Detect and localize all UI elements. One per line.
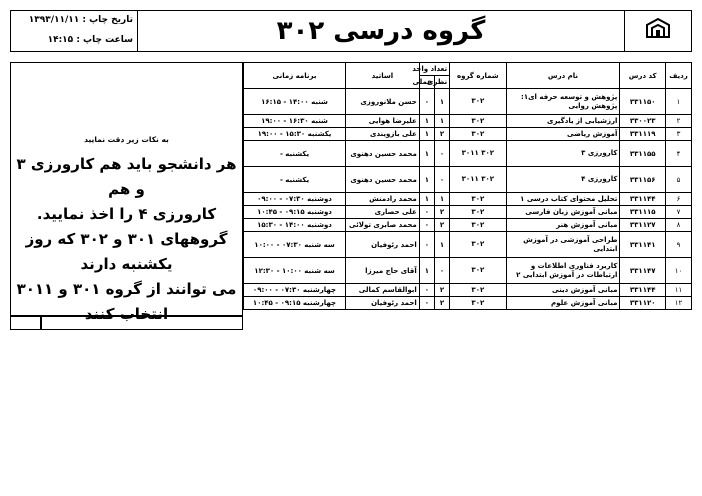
cell-row-number: ۱۲ <box>665 297 691 310</box>
table-row <box>244 219 692 232</box>
print-info-box <box>11 11 138 51</box>
notice-panel <box>10 62 243 323</box>
cell-row-number: ۲ <box>665 115 691 128</box>
cell-schedule: شنبه ۱۶:۳۰ - ۱۹:۰۰ <box>244 115 346 128</box>
cell-teacher: محمد حسین دهنوی <box>346 167 420 193</box>
cell-course-name: پژوهش و توسعه حرفه ای۱: پژوهش روایی <box>506 89 620 115</box>
cell-practical-units: ۱ <box>419 167 434 193</box>
cell-theory-units: ۲ <box>434 219 449 232</box>
header-course-name: نام درس <box>506 63 620 89</box>
cell-theory-units: ۰ <box>434 167 449 193</box>
cell-theory-units: ۰ <box>434 141 449 167</box>
cell-teacher: آقای حاج میرزا <box>346 258 420 284</box>
logo-box <box>624 11 691 51</box>
cell-course-code: ۳۳۱۱۱۵ <box>620 206 666 219</box>
header-course-code: کد درس <box>620 63 666 89</box>
cell-schedule: سه شنبه ۱۰:۰۰ - ۱۲:۳۰ <box>244 258 346 284</box>
cell-teacher: حسن ملانوروزی <box>346 89 420 115</box>
cell-practical-units: ۱ <box>419 128 434 141</box>
cell-theory-units: ۰ <box>434 258 449 284</box>
cell-group-number: ۳۰۲ <box>450 297 506 310</box>
cell-course-code: ۳۳۱۱۴۱ <box>620 232 666 258</box>
cell-schedule: دوشنبه ۰۷:۳۰ - ۰۹:۰۰ <box>244 193 346 206</box>
header-schedule: برنامه زمانی <box>244 63 346 89</box>
cell-course-name: مبانی آموزش زبان فارسی <box>506 206 620 219</box>
cell-teacher: ابوالقاسم کمالی <box>346 284 420 297</box>
cell-course-name: ارزشیابی از یادگیری <box>506 115 620 128</box>
header-practical: عملی <box>419 76 434 89</box>
cell-theory-units: ۱ <box>434 89 449 115</box>
cell-course-code: ۳۳۱۱۴۴ <box>620 284 666 297</box>
notice-line: هر دانشجو باید هم کارورزی ۳ و هم <box>16 155 237 198</box>
cell-group-number: ۳۰۲ <box>450 193 506 206</box>
cell-teacher: علی حصاری <box>346 206 420 219</box>
cell-schedule: چهارشنبه ۰۹:۱۵ - ۱۰:۴۵ <box>244 297 346 310</box>
cell-course-code: ۳۳۱۱۴۷ <box>620 258 666 284</box>
table-row <box>244 297 692 310</box>
cell-group-number: ۳۰۲ <box>450 258 506 284</box>
cell-theory-units: ۱ <box>434 232 449 258</box>
cell-course-code: ۳۳۱۱۲۰ <box>620 297 666 310</box>
table-row <box>244 193 692 206</box>
cell-row-number: ۱۱ <box>665 284 691 297</box>
table-row <box>244 167 692 193</box>
cell-schedule: شنبه ۱۴:۰۰ - ۱۶:۱۵ <box>244 89 346 115</box>
cell-group-number: ۳۰۲ <box>450 128 506 141</box>
cell-theory-units: ۲ <box>434 206 449 219</box>
university-logo-icon <box>643 17 673 41</box>
table-row <box>244 284 692 297</box>
cell-schedule: یکشنبه - <box>244 141 346 167</box>
table-row <box>244 258 692 284</box>
header-units: تعداد واحد <box>419 63 449 76</box>
footer-row <box>10 316 692 330</box>
cell-practical-units: ۰ <box>419 284 434 297</box>
cell-group-number: ۳۰۲ ۳۰۱۱ <box>450 167 506 193</box>
cell-practical-units: ۰ <box>419 206 434 219</box>
cell-group-number: ۳۰۲ <box>450 232 506 258</box>
cell-course-code: ۳۳۱۱۵۶ <box>620 167 666 193</box>
table-row <box>244 89 692 115</box>
cell-course-code: ۳۳۱۱۴۴ <box>620 193 666 206</box>
cell-schedule: یکشنبه ۱۵:۳۰ - ۱۹:۰۰ <box>244 128 346 141</box>
cell-course-code: ۳۳۱۱۱۹ <box>620 128 666 141</box>
cell-course-code: ۳۳۱۱۲۷ <box>620 219 666 232</box>
cell-practical-units: ۱ <box>419 193 434 206</box>
print-date-label: تاریخ چاپ : <box>82 15 133 25</box>
table-row <box>244 206 692 219</box>
cell-schedule: چهارشنبه ۰۷:۳۰ - ۰۹:۰۰ <box>244 284 346 297</box>
notice-intro: به نکات زیر دقت نمایید <box>84 135 169 144</box>
notice-line: کارورزی ۴ را اخذ نمایید. <box>36 205 217 223</box>
cell-row-number: ۶ <box>665 193 691 206</box>
cell-course-code: ۳۳۱۱۵۰ <box>620 89 666 115</box>
cell-course-name: آموزش ریاضی <box>506 128 620 141</box>
cell-group-number: ۳۰۲ ۳۰۱۱ <box>450 141 506 167</box>
cell-teacher: محمد حسین دهنوی <box>346 141 420 167</box>
cell-schedule: دوشنبه ۰۹:۱۵ - ۱۰:۴۵ <box>244 206 346 219</box>
notice-body <box>11 152 242 327</box>
footer-cell <box>10 316 41 330</box>
cell-row-number: ۷ <box>665 206 691 219</box>
cell-row-number: ۸ <box>665 219 691 232</box>
header-group-number: شماره گروه <box>450 63 506 89</box>
cell-teacher: محمد رادمنش <box>346 193 420 206</box>
cell-theory-units: ۲ <box>434 297 449 310</box>
print-time-label: ساعت چاپ : <box>76 35 133 45</box>
cell-practical-units: ۱ <box>419 141 434 167</box>
cell-teacher: علیرضا هوایی <box>346 115 420 128</box>
print-date: ۱۳۹۳/۱۱/۱۱ <box>28 15 80 25</box>
cell-row-number: ۹ <box>665 232 691 258</box>
cell-theory-units: ۱ <box>434 193 449 206</box>
cell-course-name: طراحی آموزشی در آموزش ابتدایی <box>506 232 620 258</box>
cell-course-code: ۳۳۰۰۲۳ <box>620 115 666 128</box>
print-time: ۱۴:۱۵ <box>47 35 74 45</box>
cell-row-number: ۱۰ <box>665 258 691 284</box>
cell-theory-units: ۲ <box>434 128 449 141</box>
course-table-body <box>244 89 692 310</box>
cell-practical-units: ۱ <box>419 258 434 284</box>
cell-teacher: محمد صابری تولائی <box>346 219 420 232</box>
header-theory: نظری <box>434 76 449 89</box>
cell-practical-units: ۰ <box>419 297 434 310</box>
cell-course-name: تحلیل محتوای کتاب درسی ۱ <box>506 193 620 206</box>
cell-group-number: ۳۰۲ <box>450 115 506 128</box>
cell-group-number: ۳۰۲ <box>450 206 506 219</box>
cell-schedule: یکشنبه - <box>244 167 346 193</box>
cell-practical-units: ۰ <box>419 219 434 232</box>
cell-course-name: مبانی آموزش علوم <box>506 297 620 310</box>
cell-practical-units: ۰ <box>419 89 434 115</box>
notice-line: گروههای ۳۰۱ و ۳۰۲ که روز یکشنبه دارند <box>25 230 228 273</box>
cell-teacher: علی بازویندی <box>346 128 420 141</box>
header-row-number: ردیف <box>665 63 691 89</box>
cell-group-number: ۳۰۲ <box>450 89 506 115</box>
table-row <box>244 115 692 128</box>
cell-course-code: ۳۳۱۱۵۵ <box>620 141 666 167</box>
cell-course-name: کارورزی ۴ <box>506 167 620 193</box>
footer-cell <box>41 316 243 330</box>
cell-course-name: مبانی آموزش دینی <box>506 284 620 297</box>
cell-teacher: احمد رئوفیان <box>346 297 420 310</box>
cell-row-number: ۳ <box>665 128 691 141</box>
cell-group-number: ۳۰۲ <box>450 284 506 297</box>
cell-row-number: ۱ <box>665 89 691 115</box>
cell-theory-units: ۲ <box>434 284 449 297</box>
cell-group-number: ۳۰۲ <box>450 219 506 232</box>
cell-theory-units: ۱ <box>434 115 449 128</box>
cell-row-number: ۴ <box>665 141 691 167</box>
cell-schedule: دوشنبه ۱۴:۰۰ - ۱۵:۳۰ <box>244 219 346 232</box>
cell-row-number: ۵ <box>665 167 691 193</box>
table-row <box>244 128 692 141</box>
report-header <box>10 10 692 52</box>
cell-course-name: کارورزی ۳ <box>506 141 620 167</box>
cell-teacher: احمد رئوفیان <box>346 232 420 258</box>
table-row <box>244 141 692 167</box>
cell-course-name: مبانی آموزش هنر <box>506 219 620 232</box>
course-table <box>243 62 692 310</box>
cell-schedule: سه شنبه ۰۷:۳۰ - ۱۰:۰۰ <box>244 232 346 258</box>
table-row <box>244 232 692 258</box>
header-teachers: اساتید <box>346 63 420 89</box>
cell-practical-units: ۱ <box>419 115 434 128</box>
cell-course-name: کاربرد فناوری اطلاعات و ارتباطات در آموزش ابتدایی ۲ <box>506 258 620 284</box>
notice-line: می توانند از گروه ۳۰۱ و ۳۰۱۱ انتخاب کنند <box>16 280 237 323</box>
page-title: گروه درسی ۳۰۲ <box>276 16 486 46</box>
cell-practical-units: ۰ <box>419 232 434 258</box>
